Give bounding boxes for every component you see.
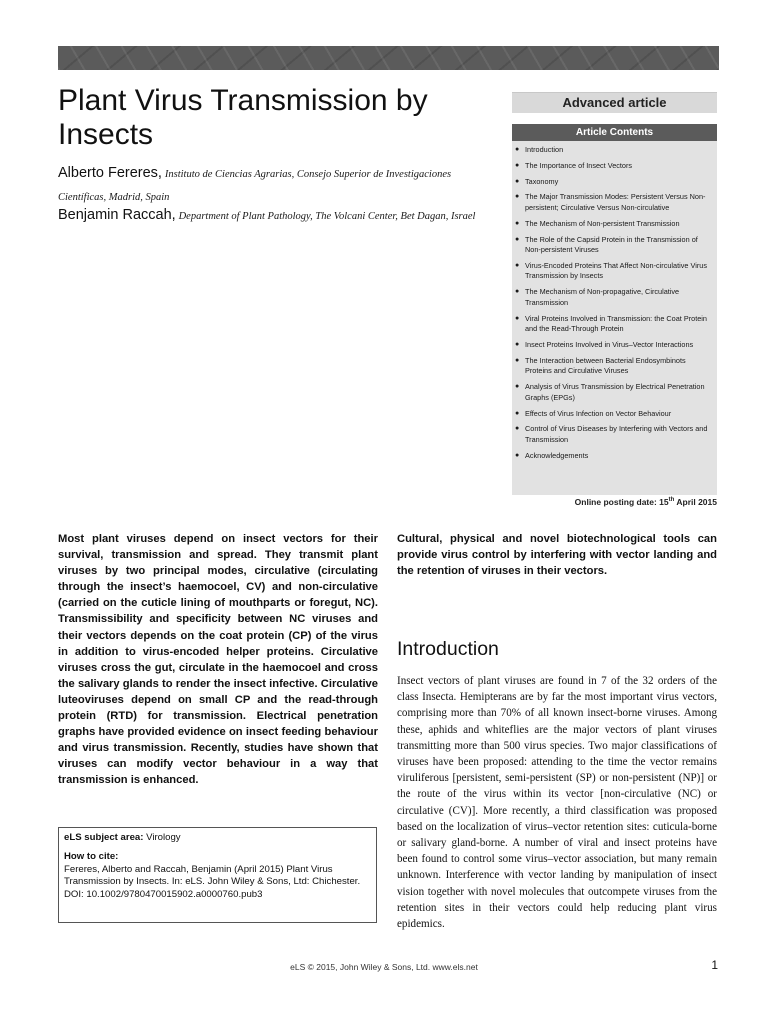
contents-item[interactable]: ● Taxonomy (515, 176, 559, 186)
contents-item[interactable]: ● The Importance of Insect Vectors (515, 160, 633, 170)
subject-area: eLS subject area: Virology (64, 832, 181, 843)
introduction-heading: Introduction (397, 638, 499, 660)
bullet-icon: ● (515, 177, 520, 185)
contents-item[interactable]: ● Control of Virus Diseases by Interfering with Vectors and Transmission (515, 424, 708, 444)
bullet-icon: ● (515, 193, 520, 201)
header-banner (58, 46, 719, 70)
advanced-article-badge: Advanced article (512, 92, 717, 113)
author-2 (58, 204, 478, 228)
bullet-icon: ● (515, 161, 520, 169)
article-title: Plant Virus Transmission by Insects (58, 84, 428, 151)
bullet-icon: ● (515, 451, 520, 459)
contents-item[interactable]: ● Effects of Virus Infection on Vector Behaviour (515, 408, 672, 418)
how-to-cite-label: How to cite: (64, 850, 119, 862)
bullet-icon: ● (515, 409, 520, 417)
contents-item[interactable]: ● The Mechanism of Non-persistent Transmission (515, 218, 680, 228)
page-number: 1 (711, 958, 718, 972)
citation-text: Fereres, Alberto and Raccah, Benjamin (April 2015) Plant Virus Transmission by Insects. In: eLS. John Wiley & Sons, Ltd: Chichester. (64, 863, 361, 888)
author-name: Benjamin Raccah, (58, 207, 176, 223)
author-affiliation: Instituto de Ciencias Agrarias, Consejo Superior de Investigaciones Científicas, Madrid, Spain (58, 169, 452, 203)
author-name: Alberto Fereres, (58, 165, 162, 181)
article-contents-heading: Article Contents (512, 124, 717, 141)
bullet-icon: ● (515, 261, 520, 269)
contents-item[interactable]: ● Insect Proteins Involved in Virus–Vector Interactions (515, 340, 694, 349)
bullet-icon: ● (515, 288, 520, 296)
contents-item[interactable]: ● Introduction (515, 145, 564, 154)
contents-item[interactable]: ● Virus-Encoded Proteins That Affect Non-circulative Virus Transmission by Insects (515, 260, 707, 281)
bullet-icon: ● (515, 146, 520, 153)
bullet-icon: ● (515, 356, 520, 364)
introduction-body: Insect vectors of plant viruses are found in 7 of the 32 orders of the class Insecta. Hemipterans are by far the most important virus vectors, comprising more than 70% of all known insect-borne viruses. Among these, aphids and whiteflies are the major vectors of plant viruses transmitting more than 500 virus species. Two major classifications of viruses have been proposed: attending to the time the vector remains viruliferous [persistent, semi-persistent (SP) or non-persistent (NP)] or the route of the virus within its vector [non-circulative (NC) or circulative (CV)]. More recently, a third classification was proposed based on the localization of virus–vector retention sites: cuticula-borne or salivary gland-borne. A number of viral and insect proteins have been found to control some virus–vector association, but many remain unknown. Interference with vector landing by manipulation of insect vision together with novel molecules that outcompete viruses from the retention sites in their vectors could help reducing plant virus epidemics. (397, 675, 717, 931)
author-affiliation: Department of Plant Pathology, The Volcani Center, Bet Dagan, Israel (178, 211, 476, 222)
bullet-icon: ● (515, 219, 520, 227)
contents-item[interactable]: ● Acknowledgements (515, 450, 589, 460)
abstract-left: Most plant viruses depend on insect vectors for their survival, transmission and spread. They transmit plant viruses by two principal modes, circulative (circulating through the insect’s haemocoel, CV) and non-circulative (carried on the cuticle lining of mouthparts or foregut, NC). Transmissibility and specificity between NC viruses and their vectors depends on the coat protein (CP) of the virus in addition to virus-encoded helper proteins. Circulative viruses cross the gut, circulate in the haemocoel and cross the salivary glands to render the insect infective. Circulative luteoviruses depend on small CP and the read-through protein (RTD) for transmission. Electrical penetration graphs have provided evidence on insect feeding behaviour and virus transmission. Recently, studies have shown that viruses can modify vector behaviour in a way that transmission is enhanced. (58, 533, 378, 787)
author-1 (58, 162, 478, 209)
bullet-icon: ● (515, 314, 520, 322)
contents-item[interactable]: ● The Major Transmission Modes: Persistent Versus Non-persistent; Circulative Versus Non-circulative (515, 192, 706, 212)
page-footer: eLS © 2015, John Wiley & Sons, Ltd. www.els.net (290, 962, 478, 972)
bullet-icon: ● (515, 383, 520, 391)
bullet-icon: ● (515, 235, 520, 243)
bullet-icon: ● (515, 341, 520, 348)
contents-item[interactable]: ● The Mechanism of Non-propagative, Circulative Transmission (515, 287, 680, 307)
contents-item[interactable]: ● Viral Proteins Involved in Transmission: the Coat Protein and the Read-Through Protein (515, 313, 707, 334)
contents-item[interactable]: ● The Interaction between Bacterial Endosymbinots Proteins and Circulative Viruses (515, 355, 686, 376)
contents-list (512, 145, 717, 461)
article-contents-panel (512, 124, 717, 495)
contents-item[interactable]: ● The Role of the Capsid Protein in the Transmission of Non-persistent Viruses (515, 234, 698, 255)
doi-text[interactable]: DOI: 10.1002/9780470015902.a0000760.pub3 (64, 889, 263, 901)
citation-box (58, 827, 377, 923)
contents-item[interactable]: ● Analysis of Virus Transmission by Electrical Penetration Graphs (EPGs) (515, 382, 705, 402)
abstract-right: Cultural, physical and novel biotechnological tools can provide virus control by interfering with vector landing and the retention of viruses in their vectors. (397, 533, 717, 578)
bullet-icon: ● (515, 425, 520, 433)
online-posting-date: Online posting date: 15th April 2015 (574, 497, 717, 507)
